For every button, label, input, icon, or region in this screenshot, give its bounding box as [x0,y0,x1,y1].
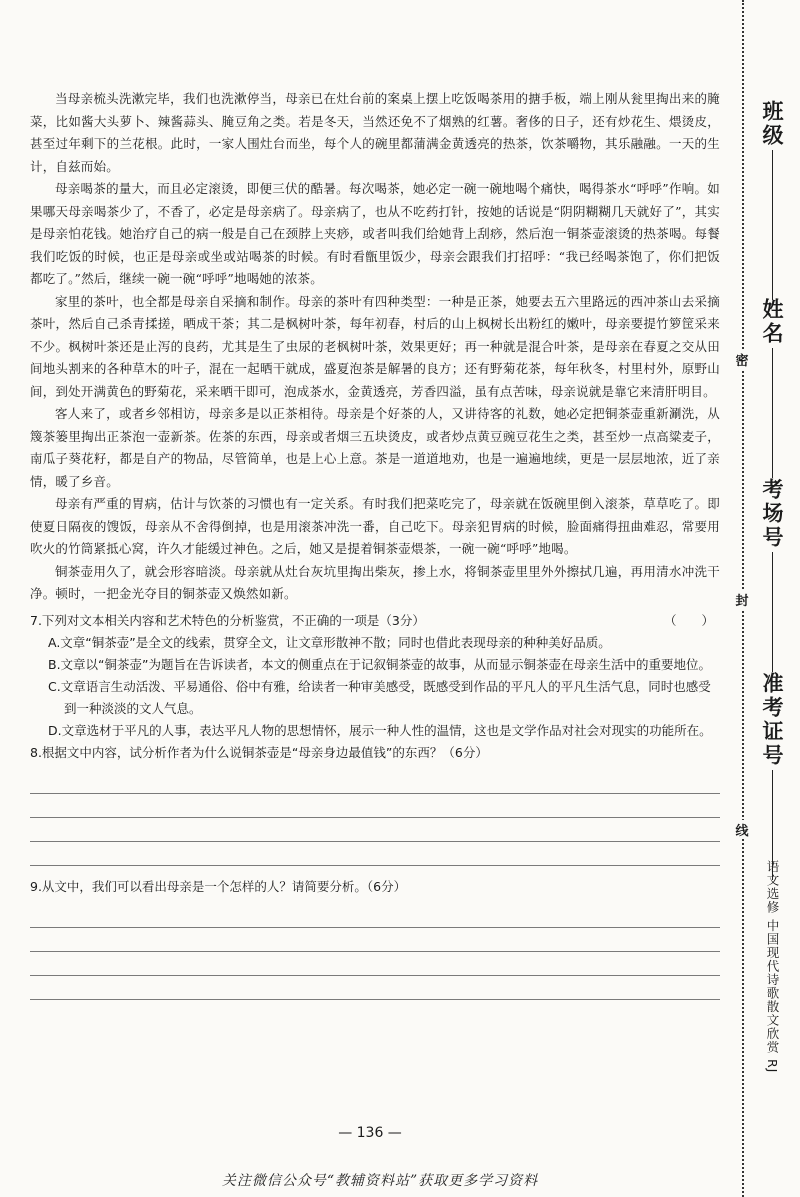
passage-paragraph: 母亲喝茶的量大，而且必定滚烫，即便三伏的酷暑。每次喝茶，她必定一碗一碗地喝个痛快，喝得茶水“呼呼”作响。如果哪天母亲喝茶少了，不香了，必定是母亲病了。母亲病了，也从不吃药打针，按她的话说是“阴阴糊糊几天就好了”，其实是母亲怕花钱。她治疗自己的病一般是自己在颈脖上夹痧，或者叫我们给她背上刮痧，然后泡一铜茶壶滚烫的热茶喝。每餐我们吃饭的时候，也正是母亲或坐或站喝茶的时候。有时看甑里饭少，母亲会跟我们打招呼：“我已经喝茶饱了，你们把饭都吃了。”然后，继续一碗一碗“呼呼”地喝她的浓茶。 [30,181,720,286]
answer-line[interactable] [30,904,720,928]
passage-paragraph: 铜茶壶用久了，就会形容暗淡。母亲就从灶台灰坑里掏出柴灰，掺上水，将铜茶壶里里外外擦拭几遍，再用清水冲洗干净。顿时，一把金光夺目的铜茶壶又焕然如新。 [30,563,720,601]
passage-paragraph: 母亲有严重的胃病，估计与饮茶的习惯也有一定关系。有时我们把菜吃完了，母亲就在饭碗里倒入滚茶，草草吃了。即使夏日隔夜的馊饭，母亲从不舍得倒掉，也是用滚茶冲洗一番，自己吃下。母亲犯胃病的时候，脸面痛得扭曲难忍，常要用吹火的竹筒紧抵心窝，许久才能缓过神色。之后，她又是提着铜茶壶煨茶，一碗一碗“呼呼”地喝。 [30,496,720,556]
class-label: 班级 [760,100,784,148]
admission-number-label: 准考证号 [760,672,784,768]
answer-line[interactable] [30,952,720,976]
seal-char-mi: 密 [731,350,753,369]
reading-passage [30,88,720,606]
passage-paragraph: 家里的茶叶，也全都是母亲自采摘和制作。母亲的茶叶有四种类型：一种是正茶，她要去五六里路远的西冲茶山去采摘茶叶，然后自己杀青揉搓，晒成干茶；其二是枫树叶茶，每年初春，村后的山上枫树长出粉红的嫩叶，母亲要提竹箩筐采来不少。枫树叶茶还是止泻的良药，尤其是生了虫尿的老枫树叶茶，效果更好；再一种就是混合叶茶，是母亲在春夏之交从田间地头割来的各种草木的叶子，混在一起晒干就成，盛夏泡茶是解暑的良方；还有野菊花茶，每年秋冬，村里村外，原野山间，到处开满黄色的野菊花，采来晒干即可，泡成茶水，金黄透亮，芳香四溢，虽有点苦味，母亲说就是靠它来清肝明目。 [30,293,720,399]
question-7-stem: 7.下列对文本相关内容和艺术特色的分析鉴赏，不正确的一项是（3分） [30,612,425,628]
passage-paragraph: 客人来了，或者乡邻相访，母亲多是以正茶相待。母亲是个好茶的人，又讲待客的礼数，她必定把铜茶壶重新涮洗，从篾茶篓里掏出正茶泡一壶新茶。佐茶的东西，母亲或者烟三五块烫皮，或者炒点黄豆豌豆花生之类，甚至炒一点高粱麦子，南瓜子葵花籽，都是自产的物品，尽管简单，也是上心上意。茶是一道道地劝，也是一遍遍地续，更是一层层地浓，近了亲情，暖了乡音。 [30,406,720,489]
exam-room-blank[interactable] [772,552,773,672]
questions-section [30,610,720,1000]
exam-room-field [752,478,792,672]
answer-line[interactable] [30,928,720,952]
seal-char-xian: 线 [731,820,753,839]
answer-line[interactable] [30,976,720,1000]
page-number: — 136 — [338,1125,402,1141]
book-title-text: 语文选修 中国现代诗歌散文欣赏 RJ [765,860,780,1074]
admission-number-field [752,672,792,880]
book-title [752,860,792,1073]
name-label: 姓名 [760,298,784,346]
question-9-answer-area[interactable] [30,904,720,1000]
passage-paragraph: 当母亲梳头洗漱完毕，我们也洗漱停当，母亲已在灶台前的案桌上摆上吃饭喝茶用的搪手板，端上刚从瓮里掏出来的腌菜，比如酱大头萝卜、辣酱蒜头、腌豆角之类。若是冬天，当然还免不了烟熟的红薯。奢侈的日子，还有炒花生、煨烫皮，甚至过年剩下的兰花根。此时，一家人围灶台而坐，每个人的碗里都蒲满金黄透亮的热茶，饮茶嚼物，其乐融融。一天的生计，自兹而始。 [30,91,720,174]
option-a: A.文章“铜茶壶”是全文的线索，贯穿全文，让文章形散神不散；同时也借此表现母亲的种种美好品质。 [48,634,611,650]
exam-room-label: 考场号 [760,478,784,550]
footer-note: 关注微信公众号“教辅资料站”获取更多学习资料 [221,1173,539,1189]
class-field [752,100,792,300]
class-blank[interactable] [772,150,773,300]
name-field [752,298,792,478]
question-8-answer-area[interactable] [30,770,720,866]
answer-line[interactable] [30,818,720,842]
answer-bracket[interactable]: （ ） [663,612,714,628]
question-8-stem: 8.根据文中内容，试分析作者为什么说铜茶壶是“母亲身边最值钱”的东西？（6分） [30,744,488,760]
answer-line[interactable] [30,842,720,866]
question-7 [30,610,720,632]
answer-line[interactable] [30,770,720,794]
option-c: C.文章语言生动活泼、平易通俗、俗中有雅，给读者一种审美感受，既感受到作品的平凡人的平凡生活气息，同时也感受到一种淡淡的文人气息。 [48,678,711,716]
answer-line[interactable] [30,794,720,818]
option-b: B.文章以“铜茶壶”为题旨在告诉读者，本文的侧重点在于记叙铜茶壶的故事，从而显示铜茶壶在母亲生活中的重要地位。 [48,656,712,672]
question-9-stem: 9.从文中，我们可以看出母亲是一个怎样的人？请简要分析。（6分） [30,878,407,894]
option-d: D.文章选材于平凡的人事，表达平凡人物的思想情怀，展示一种人性的温情，这也是文学作品对社会对现实的功能所在。 [48,722,712,738]
name-blank[interactable] [772,348,773,478]
seal-char-feng: 封 [731,590,753,609]
main-content [30,88,720,1010]
